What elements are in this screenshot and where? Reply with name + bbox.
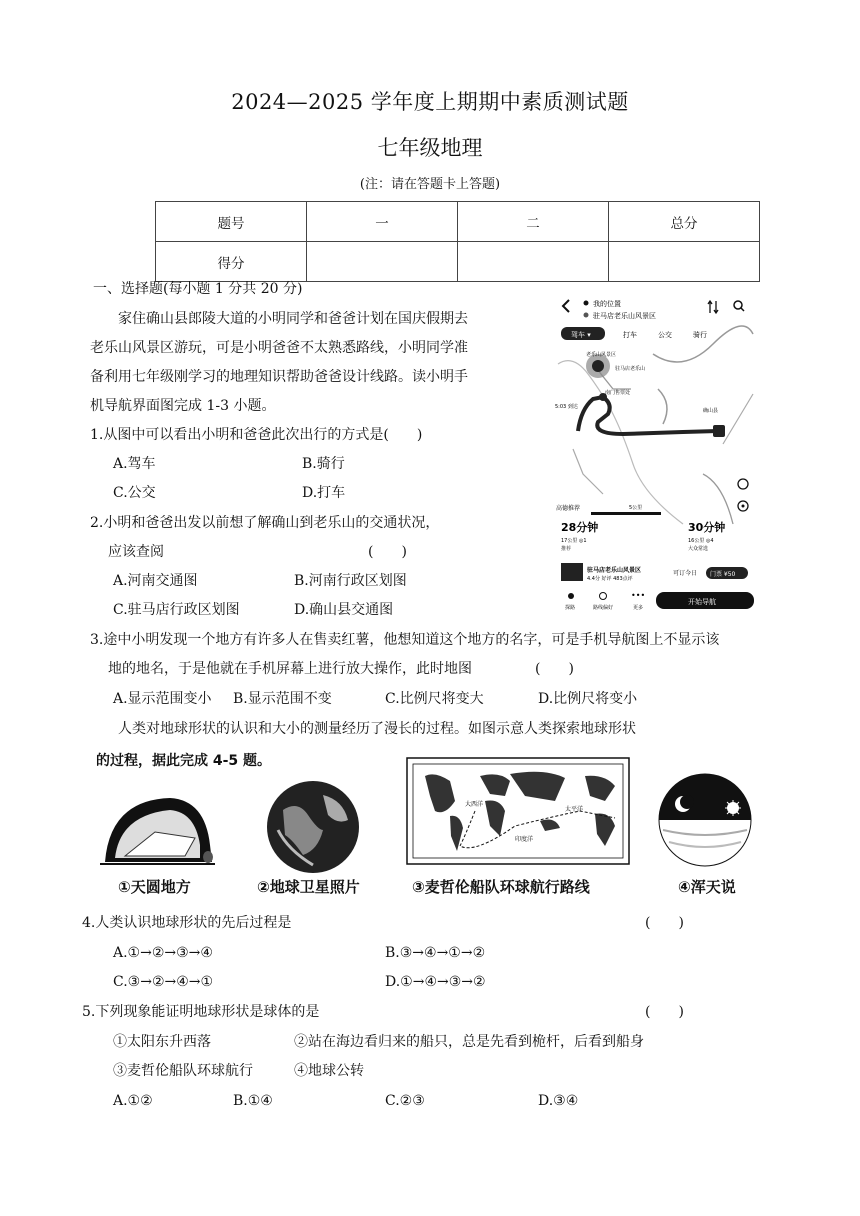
mode-drive[interactable]: 驾车 ▾: [571, 331, 591, 339]
route-b-time[interactable]: 30分钟: [688, 521, 726, 534]
q2-option-a: A.河南交通图: [113, 573, 198, 589]
back-icon: [563, 300, 569, 312]
route-b-tag: 大众常选: [688, 546, 709, 552]
question-2-stem-cont: 应该查阅: [108, 544, 164, 560]
phone-navigation-screenshot: [553, 294, 763, 612]
map-label-ocean: 太平洋: [565, 806, 584, 813]
map-label: 驻马店老乐山: [615, 366, 646, 372]
q3-option-a: A.显示范围变小: [113, 691, 212, 707]
start-navigation-button[interactable]: 开始导航: [688, 598, 716, 606]
answer-blank: ( ): [535, 661, 574, 677]
table-cell: 总分: [609, 202, 760, 242]
q2-option-b: B.河南行政区划图: [294, 573, 407, 589]
q5-option-d: D.③④: [538, 1093, 579, 1109]
figure-heaven-round-earth-square: [100, 790, 215, 870]
explore-icon[interactable]: [568, 593, 574, 599]
q1-option-c: C.公交: [113, 485, 156, 501]
map-scale: 5公里: [629, 505, 643, 511]
scale-label: 高德推荐: [556, 505, 581, 512]
map-label: 南门售票处: [605, 390, 631, 396]
answer-blank: ( ): [645, 915, 684, 931]
q4-option-d: D.①→④→③→②: [385, 974, 486, 990]
table-cell: [307, 242, 458, 282]
figure-hun-tian-theory: [655, 770, 755, 870]
section-heading: 一、选择题(每小题 1 分共 20 分): [93, 281, 303, 297]
table-cell: 得分: [156, 242, 307, 282]
figure-caption: ②地球卫星照片: [257, 878, 360, 896]
figure-caption: ③麦哲伦船队环球航行路线: [412, 878, 590, 896]
q2-option-c: C.驻马店行政区划图: [113, 602, 240, 618]
q3-option-b: B.显示范围不变: [233, 691, 332, 707]
table-cell: [458, 242, 609, 282]
route-a-info: 17公里 ◎1: [561, 538, 587, 544]
score-table: [155, 201, 760, 282]
phone-from: 我的位置: [593, 300, 621, 308]
passage-line: 人类对地球形状的认识和大小的测量经历了漫长的过程。如图示意人类探索地球形状: [118, 721, 636, 737]
q3-option-d: D.比例尺将变小: [538, 691, 638, 707]
q4-option-b: B.③→④→①→②: [385, 945, 486, 961]
question-3-stem: 3.途中小明发现一个地方有许多人在售卖红薯，他想知道这个地方的名字，可是手机导航图上不显示该: [90, 632, 720, 648]
question-1-stem: 1.从图中可以看出小明和爸爸此次出行的方式是( ): [90, 427, 423, 443]
q4-option-c: C.③→②→④→①: [113, 974, 214, 990]
preference-icon[interactable]: [600, 593, 607, 600]
mode-bike[interactable]: 骑行: [693, 331, 707, 339]
subject-title: 七年级地理: [377, 136, 483, 160]
intro-line: 备利用七年级刚学习的地理知识帮助爸爸设计线路。读小明手: [90, 369, 468, 385]
bottom-label: 更多: [633, 605, 644, 611]
map-label: 确山县: [703, 408, 719, 414]
question-3-stem-cont: 地的地名，于是他就在手机屏幕上进行放大操作，此时地图: [108, 661, 472, 677]
dest-rating: 4.4分 好评 483点评: [587, 576, 633, 582]
map-label: 老乐山风景区: [586, 352, 617, 358]
question-2-stem: 2.小明和爸爸出发以前想了解确山到老乐山的交通状况，: [90, 515, 440, 531]
refresh-icon[interactable]: [738, 479, 748, 489]
q1-option-d: D.打车: [302, 485, 346, 501]
map-area: [555, 326, 753, 524]
map-label: 5:03 到达: [555, 404, 578, 410]
map-label-ocean: 大西洋: [465, 801, 484, 808]
q3-option-c: C.比例尺将变大: [385, 691, 484, 707]
q5-item: ①太阳东升西落: [113, 1034, 211, 1050]
ticket-price[interactable]: 门票 ¥50: [710, 571, 736, 578]
locate-icon[interactable]: [738, 501, 748, 511]
passage-line-scanned: 的过程，据此完成 4-5 题。: [96, 753, 272, 769]
phone-to: 驻马店老乐山风景区: [593, 312, 656, 320]
map-label-ocean: 印度洋: [515, 836, 534, 843]
dest-name: 驻马店老乐山风景区: [587, 567, 642, 574]
exam-title: 2024—2025 学年度上期期中素质测试题: [231, 90, 629, 114]
route-a-tag: 推荐: [561, 546, 572, 552]
book-today: 可订今日: [673, 570, 698, 577]
mode-taxi[interactable]: 打车: [623, 331, 637, 339]
q5-item: ③麦哲伦船队环球航行: [113, 1063, 253, 1079]
mode-bus[interactable]: 公交: [658, 331, 672, 339]
q5-option-a: A.①②: [113, 1093, 153, 1109]
table-row: [156, 202, 760, 242]
question-4-stem: 4.人类认识地球形状的先后过程是: [82, 915, 292, 931]
route-a-time[interactable]: 28分钟: [561, 521, 599, 534]
q1-option-b: B.骑行: [302, 456, 345, 472]
answer-blank: ( ): [368, 544, 407, 560]
intro-line: 老乐山风景区游玩，可是小明爸爸不太熟悉路线，小明同学准: [90, 340, 468, 356]
answer-blank: ( ): [645, 1004, 684, 1020]
intro-line: 机导航界面图完成 1-3 小题。: [90, 398, 276, 414]
table-cell: [609, 242, 760, 282]
bottom-label: 探路: [565, 605, 576, 611]
table-cell: 一: [307, 202, 458, 242]
table-cell: 题号: [156, 202, 307, 242]
figure-earth-satellite-photo: [263, 780, 363, 875]
q5-option-b: B.①④: [233, 1093, 273, 1109]
figure-caption: ④浑天说: [678, 878, 736, 896]
q2-option-d: D.确山县交通图: [294, 602, 394, 618]
figure-magellan-route-map: [405, 756, 631, 866]
more-icon[interactable]: [631, 591, 645, 600]
bottom-label: 路线偏好: [593, 605, 614, 611]
search-icon: [734, 301, 744, 311]
q5-item: ②站在海边看归来的船只，总是先看到桅杆，后看到船身: [294, 1034, 644, 1050]
q5-option-c: C.②③: [385, 1093, 425, 1109]
q1-option-a: A.驾车: [113, 456, 156, 472]
intro-line: 家住确山县郎陵大道的小明同学和爸爸计划在国庆假期去: [118, 311, 468, 327]
swap-icon: [708, 301, 718, 313]
q4-option-a: A.①→②→③→④: [113, 945, 213, 961]
q5-item: ④地球公转: [294, 1063, 364, 1079]
route-b-info: 16公里 ◎4: [688, 538, 714, 544]
table-cell: 二: [458, 202, 609, 242]
question-5-stem: 5.下列现象能证明地球形状是球体的是: [82, 1004, 320, 1020]
answer-note: (注：请在答题卡上答题): [359, 177, 501, 192]
svg-text:•••: •••: [631, 591, 646, 600]
figure-caption: ①天圆地方: [118, 878, 191, 896]
